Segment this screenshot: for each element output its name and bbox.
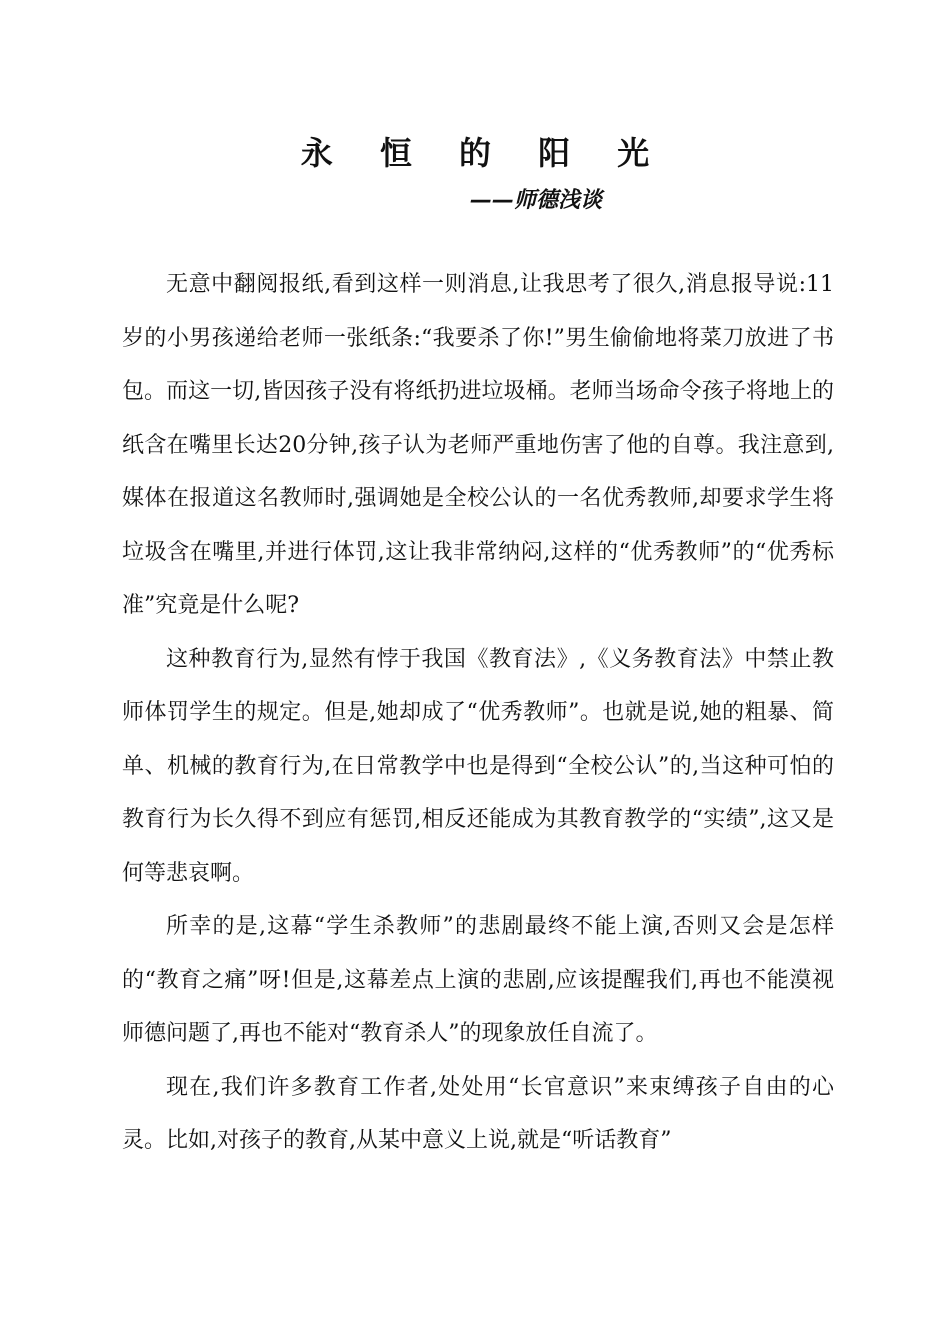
paragraph: 现在,我们许多教育工作者,处处用“长官意识”来束缚孩子自由的心灵。比如,对孩子的教育,从某中意义上说,就是“听话教育” bbox=[122, 1074, 834, 1153]
document-title: 永 恒 的 阳 光 bbox=[300, 134, 668, 172]
document-subtitle: ——师德浅谈 bbox=[470, 188, 603, 213]
paragraph: 无意中翻阅报纸,看到这样一则消息,让我思考了很久,消息报导说:11岁的小男孩递给老师一张纸条:“我要杀了你!”男生偷偷地将菜刀放进了书包。而这一切,皆因孩子没有将纸扔进垃圾桶。老师当场命令孩子将地上的纸含在嘴里长达20分钟,孩子认为老师严重地伤害了他的自尊。我注意到,媒体在报道这名教师时,强调她是全校公认的一名优秀教师,却要求学生将垃圾含在嘴里,并进行体罚,这让我非常纳闷,这样的“优秀教师”的“优秀标准”究竟是什么呢? bbox=[122, 272, 834, 618]
document-body bbox=[122, 258, 834, 1168]
paragraph: 所幸的是,这幕“学生杀教师”的悲剧最终不能上演,否则又会是怎样的“教育之痛”呀!但是,这幕差点上演的悲剧,应该提醒我们,再也不能漠视师德问题了,再也不能对“教育杀人”的现象放任自流了。 bbox=[122, 914, 834, 1046]
paragraph: 这种教育行为,显然有悖于我国《教育法》,《义务教育法》中禁止教师体罚学生的规定。但是,她却成了“优秀教师”。也就是说,她的粗暴、简单、机械的教育行为,在日常教学中也是得到“全校公认”的,当这种可怕的教育行为长久得不到应有惩罚,相反还能成为其教育教学的“实绩”,这又是何等悲哀啊。 bbox=[122, 646, 834, 886]
